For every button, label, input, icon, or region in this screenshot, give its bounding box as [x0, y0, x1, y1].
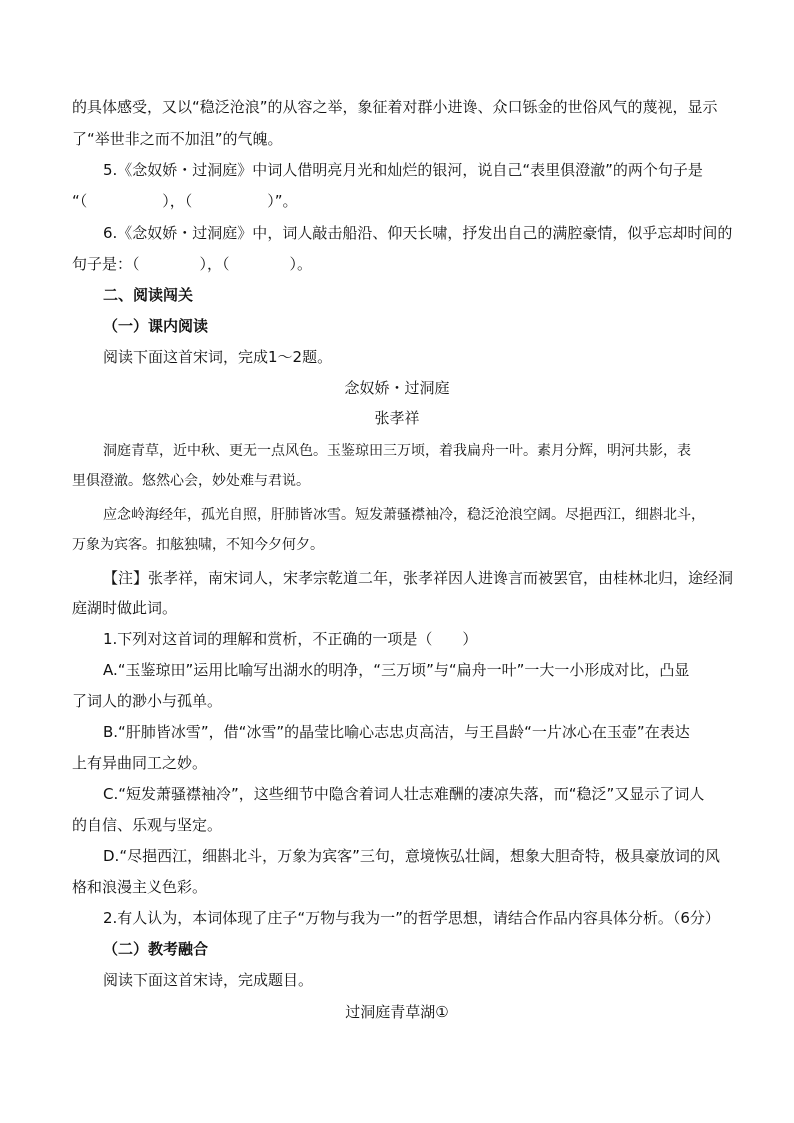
poem-title: 过洞庭青草湖① [345, 1003, 449, 1021]
instruction-line: 阅读下面这首宋词，完成1～2题。 [103, 348, 333, 366]
question-2-line: 2.有人认为，本词体现了庄子“万物与我为一”的哲学思想，请结合作品内容具体分析。（6分） [103, 909, 720, 927]
option-b-line: 上有异曲同工之妙。 [72, 754, 208, 772]
section-heading: 二、阅读闯关 [103, 286, 194, 304]
option-c-line: 的自信、乐观与坚定。 [72, 816, 223, 834]
option-a-line: 了词人的渺小与孤单。 [72, 692, 223, 710]
question-6-line: 6.《念奴娇・过洞庭》中，词人敲击船沿、仰天长啸，抒发出自己的满腔豪情，似乎忘却时间的 [103, 224, 733, 242]
poem-text-line: 应念岭海经年，孤光自照，肝肺皆冰雪。短发萧骚襟袖冷，稳泛沧浪空阔。尽挹西江，细斟北斗， [103, 507, 705, 523]
poem-author: 张孝祥 [374, 409, 420, 427]
option-b-line: B.“肝肺皆冰雪”，借“冰雪”的晶莹比喻心志忠贞高洁，与王昌龄“一片冰心在玉壶”在表达 [103, 723, 690, 741]
question-5-blanks: “（ ），（ ）”。 [72, 192, 298, 210]
poem-text-line: 万象为宾客。扣舷独啸，不知今夕何夕。 [72, 537, 324, 553]
option-d-line: 格和浪漫主义色彩。 [72, 878, 208, 896]
instruction-line: 阅读下面这首宋诗，完成题目。 [103, 971, 314, 989]
poem-text-line: 洞庭青草，近中秋、更无一点风色。玉鉴琼田三万顷，着我扁舟一叶。素月分辉，明河共影，表 [103, 443, 691, 459]
subsection-heading: （二）教考融合 [103, 940, 209, 958]
paragraph-line: 的具体感受，又以“稳泛沧浪”的从容之举，象征着对群小进谗、众口铄金的世俗风气的蔑视，显示 [72, 98, 718, 116]
note-line: 【注】张孝祥，南宋词人，宋孝宗乾道二年，张孝祥因人进谗言而被罢官，由桂林北归，途经洞 [103, 569, 734, 587]
subsection-heading: （一）课内阅读 [103, 317, 209, 335]
option-c-line: C.“短发萧骚襟袖冷”，这些细节中隐含着词人壮志难酬的凄凉失落，而“稳泛”又显示了词人 [103, 785, 705, 803]
question-1-line: 1.下列对这首词的理解和赏析，不正确的一项是（ ） [103, 630, 478, 648]
option-d-line: D.“尽挹西江，细斟北斗，万象为宾客”三句，意境恢弘壮阔，想象大胆奇特，极具豪放词的风 [103, 847, 720, 865]
option-a-line: A.“玉鉴琼田”运用比喻写出湖水的明净，“三万顷”与“扁舟一叶”一大一小形成对比，凸显 [103, 661, 690, 679]
note-line: 庭湖时做此词。 [72, 599, 178, 617]
question-5-line: 5.《念奴娇・过洞庭》中词人借明亮月光和灿烂的银河，说自己“表里俱澄澈”的两个句子是 [103, 161, 703, 179]
poem-text-line: 里俱澄澈。悠然心会，妙处难与君说。 [72, 473, 310, 489]
question-6-blanks: 句子是：（ ），（ ）。 [72, 255, 313, 273]
paragraph-line: 了“举世非之而不加沮”的气魄。 [72, 130, 283, 148]
poem-title: 念奴娇・过洞庭 [344, 379, 450, 397]
